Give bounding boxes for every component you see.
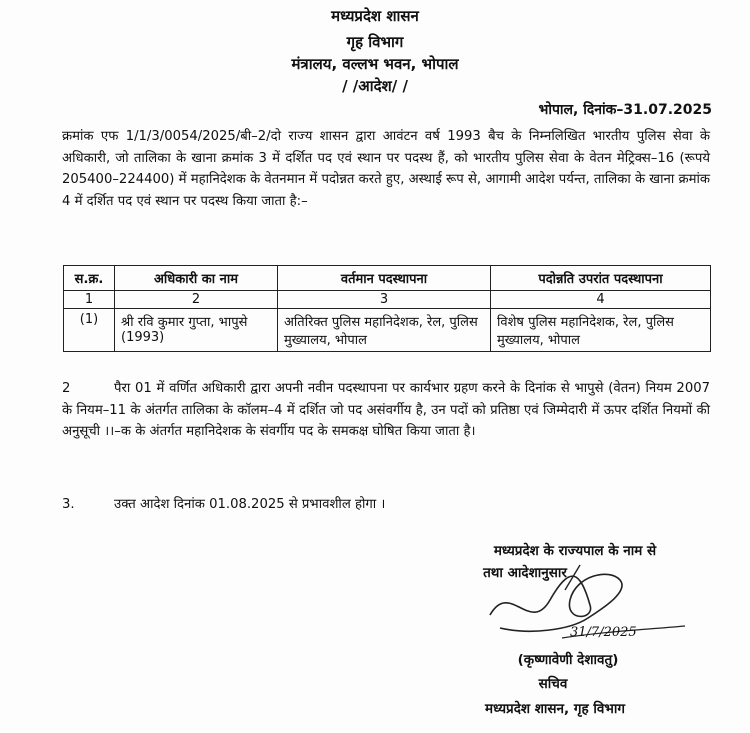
paragraph-3-number: 3. — [62, 497, 75, 512]
office-address: मंत्रालय, वल्लभ भवन, भोपाल — [291, 55, 459, 73]
handwritten-date: 31/7/2025 — [570, 625, 637, 640]
index-cell: 3 — [278, 291, 491, 309]
index-cell: 2 — [115, 291, 278, 309]
serial-cell: (1) — [64, 309, 115, 352]
index-cell: 1 — [64, 291, 115, 309]
department-name: गृह विभाग — [346, 33, 404, 51]
paragraph-2-text: पैरा 01 में वर्णित अधिकारी द्वारा अपनी नवीन पदस्थापना पर कार्यभार ग्रहण करने के दिनांक से भापुसे (वेतन) नियम 2007 के नियम–11 के अंतर्गत तालिका के कॉलम–4 में दर्शित जो पद असंवर्गीय है, उन पदों को प्रतिष्ठा एवं जिम्मेदारी में ऊपर दर्शित नियमों की अनुसूची ।।–क के अंतर्गत महानिदेशक के संवर्गीय पद के समकक्ष घोषित किया जाता है। — [62, 381, 710, 439]
promoted-posting-cell: विशेष पुलिस महानिदेशक, रेल, पुलिस मुख्यालय, भोपाल — [491, 309, 711, 352]
paragraph-2-number: 2 — [62, 381, 71, 396]
paragraph-1: क्रमांक एफ 1/1/3/0054/2025/बी–2/दो राज्य शासन द्वारा आवंटन वर्ष 1993 बैच के निम्नलिखित भारतीय पुलिस सेवा के अधिकारी, जो तालिका के खाना क्रमांक 3 में दर्शित पद एवं स्थान पर पदस्थ हैं, को भारतीय पुलिस सेवा के वेतन मेट्रिक्स–16 (रूपये 205400–224400) में महानिदेशक के वेतनमान में पदोन्नत करते हुए, अस्थाई रूप से, आगामी आदेश पर्यन्त, तालिका के खाना क्रमांक 4 में दर्शित पद एवं स्थान पर पदस्थ किया जाता है:– — [62, 129, 710, 209]
header-current-posting: वर्तमान पदस्थापना — [278, 266, 491, 291]
index-cell: 4 — [491, 291, 711, 309]
signature-authority-line: मध्यप्रदेश के राज्यपाल के नाम से — [493, 543, 657, 559]
header-serial: स.क्र. — [64, 266, 115, 291]
posting-table — [63, 265, 711, 352]
government-name: मध्यप्रदेश शासन — [331, 7, 419, 25]
order-title: / /आदेश/ / — [342, 77, 408, 95]
header-promoted-posting: पदोन्नति उपरांत पदस्थापना — [491, 266, 711, 291]
table-index-row — [64, 291, 711, 309]
paragraph-2 — [62, 378, 710, 443]
signatory-department: मध्यप्रदेश शासन, गृह विभाग — [485, 701, 625, 717]
signature-order-line: तथा आदेशानुसार — [483, 565, 567, 581]
signatory-name: (कृष्णावेणी देशावतु) — [517, 652, 619, 668]
signatory-designation: सचिव — [538, 676, 568, 692]
officer-name-cell: श्री रवि कुमार गुप्ता, भापुसे (1993) — [115, 309, 278, 352]
header-officer-name: अधिकारी का नाम — [115, 266, 278, 291]
table-row — [64, 309, 711, 352]
date-line: भोपाल, दिनांक–31.07.2025 — [538, 102, 712, 118]
paragraph-3 — [62, 494, 710, 516]
handwritten-signature — [470, 560, 700, 655]
current-posting-cell: अतिरिक्त पुलिस महानिदेशक, रेल, पुलिस मुख्यालय, भोपाल — [278, 309, 491, 352]
table-header-row — [64, 266, 711, 291]
paragraph-3-text: उक्त आदेश दिनांक 01.08.2025 से प्रभावशील होगा । — [114, 497, 386, 512]
